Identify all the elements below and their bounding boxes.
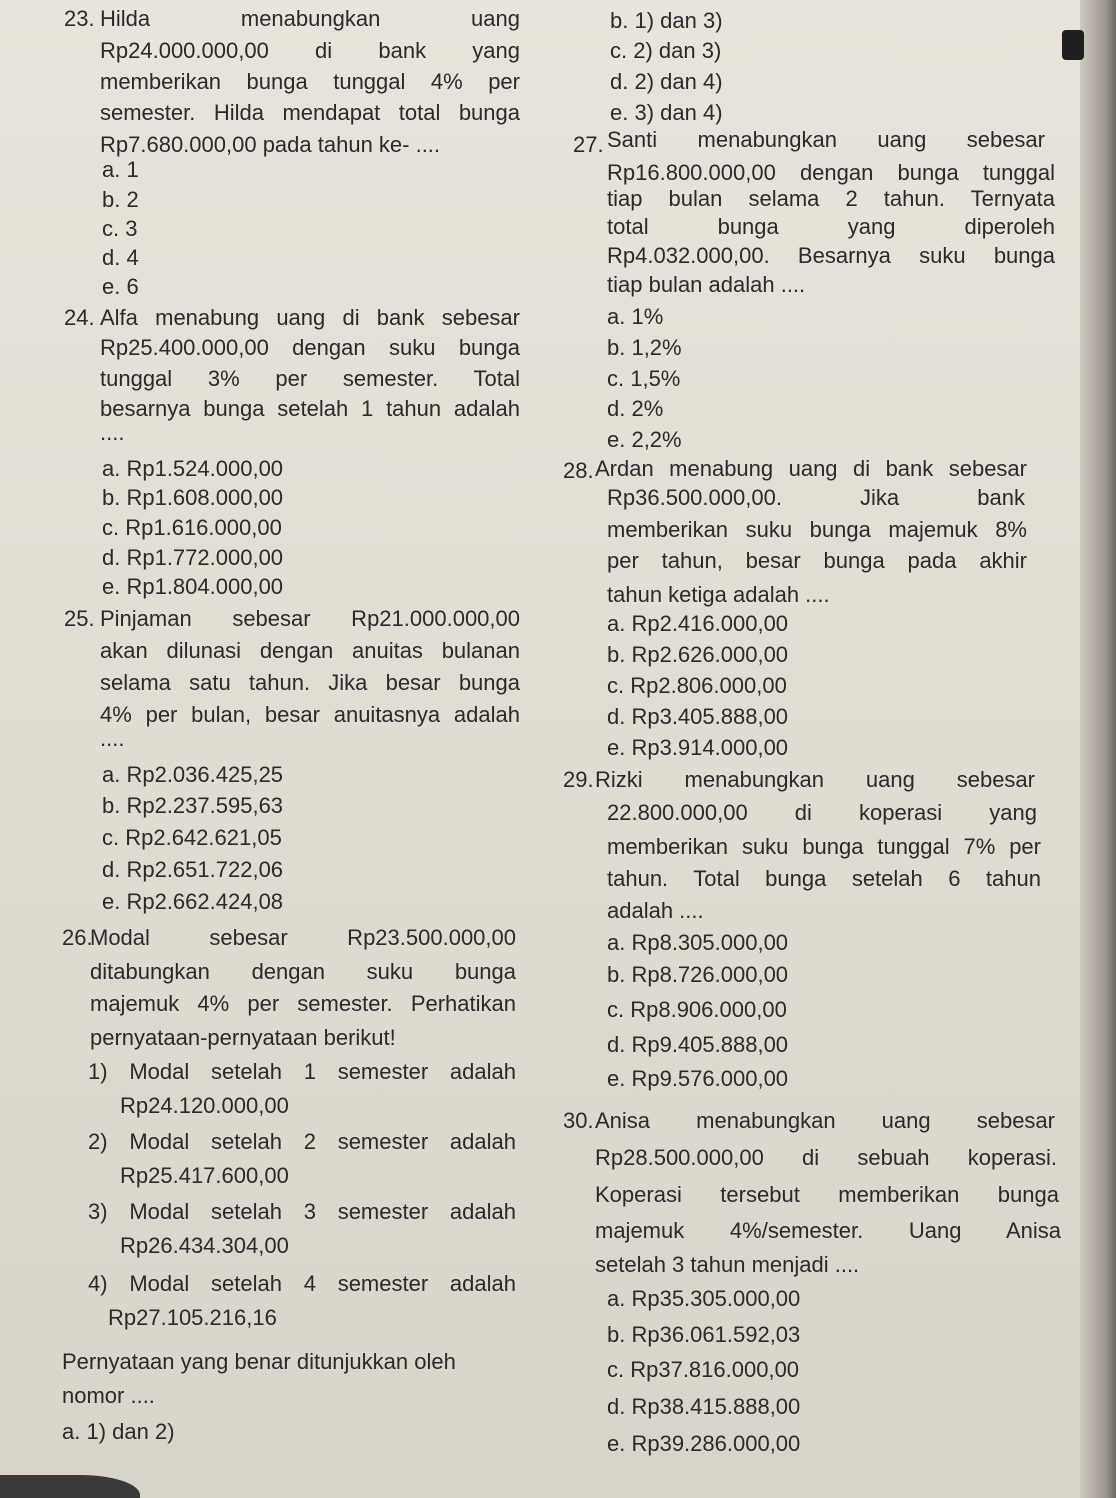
- question-text: pernyataan-pernyataan berikut!: [90, 1025, 396, 1050]
- question-text: akan dilunasi dengan anuitas bulanan: [100, 638, 520, 663]
- question-text: selama satu tahun. Jika besar bunga: [100, 670, 520, 695]
- question-text: Rp4.032.000,00. Besarnya suku bunga: [607, 243, 1055, 268]
- question-text: Alfa menabung uang di bank sebesar: [100, 305, 520, 330]
- question-text: Koperasi tersebut memberikan bunga: [595, 1182, 1059, 1207]
- question-text: Rp36.500.000,00. Jika bank: [607, 485, 1025, 510]
- answer-option: d. Rp3.405.888,00: [607, 704, 789, 729]
- question-text: adalah ....: [607, 898, 704, 923]
- statement-value: Rp26.434.304,00: [120, 1233, 289, 1258]
- answer-option: e. Rp39.286.000,00: [607, 1431, 801, 1456]
- question-number: 23.: [64, 6, 95, 31]
- question-number: 25.: [64, 606, 95, 631]
- question-text: ditabungkan dengan suku bunga: [90, 959, 516, 984]
- answer-option: e. 2,2%: [607, 427, 682, 452]
- question-text: 4% per bulan, besar anuitasnya adalah: [100, 702, 520, 727]
- question-text: nomor ....: [62, 1383, 155, 1408]
- question-text: memberikan suku bunga tunggal 7% per: [607, 834, 1041, 859]
- answer-option: d. Rp38.415.888,00: [607, 1394, 801, 1419]
- page-edge: [1080, 0, 1116, 1498]
- question-text: memberikan bunga tunggal 4% per: [100, 69, 520, 94]
- statement: 1) Modal setelah 1 semester adalah: [88, 1059, 516, 1084]
- question-text: Rp24.000.000,00 di bank yang: [100, 38, 520, 63]
- question-text: Anisa menabungkan uang sebesar: [595, 1108, 1055, 1133]
- answer-option: c. 3: [102, 216, 138, 241]
- answer-option: c. Rp2.642.621,05: [102, 825, 282, 850]
- answer-option: e. Rp9.576.000,00: [607, 1066, 789, 1091]
- statement: 2) Modal setelah 2 semester adalah: [88, 1129, 516, 1154]
- answer-option: e. 6: [102, 274, 139, 299]
- question-text: Rp7.680.000,00 pada tahun ke- ....: [100, 132, 441, 157]
- answer-option: d. 2%: [607, 396, 664, 421]
- answer-option: a. Rp35.305.000,00: [607, 1286, 801, 1311]
- binder-hole: [1062, 30, 1084, 60]
- question-number: 28.: [563, 458, 594, 483]
- answer-option: d. 4: [102, 245, 139, 270]
- answer-option: a. Rp2.036.425,25: [102, 762, 284, 787]
- question-text: Santi menabungkan uang sebesar: [607, 127, 1045, 152]
- question-text: tahun ketiga adalah ....: [607, 582, 830, 607]
- answer-option: b. 1) dan 3): [610, 8, 723, 33]
- answer-option: e. Rp2.662.424,08: [102, 889, 284, 914]
- question-text: tahun. Total bunga setelah 6 tahun: [607, 866, 1041, 891]
- question-text: tunggal 3% per semester. Total: [100, 366, 520, 391]
- answer-option: d. 2) dan 4): [610, 69, 723, 94]
- question-text: ....: [100, 420, 125, 445]
- question-text: majemuk 4% per semester. Perhatikan: [90, 991, 516, 1016]
- question-text: Pinjaman sebesar Rp21.000.000,00: [100, 606, 520, 631]
- answer-option: d. Rp1.772.000,00: [102, 545, 284, 570]
- answer-option: c. Rp2.806.000,00: [607, 673, 787, 698]
- answer-option: e. Rp1.804.000,00: [102, 574, 284, 599]
- question-text: ....: [100, 726, 125, 751]
- answer-option: b. Rp8.726.000,00: [607, 962, 789, 987]
- question-text: setelah 3 tahun menjadi ....: [595, 1252, 860, 1277]
- question-text: tiap bulan selama 2 tahun. Ternyata: [607, 186, 1055, 211]
- answer-option: b. 1,2%: [607, 335, 682, 360]
- statement-value: Rp25.417.600,00: [120, 1163, 289, 1188]
- answer-option: a. 1: [102, 157, 139, 182]
- answer-option: b. Rp1.608.000,00: [102, 485, 284, 510]
- statement: 3) Modal setelah 3 semester adalah: [88, 1199, 516, 1224]
- question-number: 29.: [563, 767, 594, 792]
- question-text: semester. Hilda mendapat total bunga: [100, 100, 520, 125]
- question-number: 24.: [64, 305, 95, 330]
- answer-option: c. Rp37.816.000,00: [607, 1357, 800, 1382]
- question-number: 27.: [573, 132, 604, 157]
- answer-option: c. 1,5%: [607, 366, 681, 391]
- answer-option: b. Rp36.061.592,03: [607, 1322, 801, 1347]
- answer-option: b. Rp2.237.595,63: [102, 793, 284, 818]
- answer-option: c. Rp1.616.000,00: [102, 515, 282, 540]
- statement-value: Rp24.120.000,00: [120, 1093, 289, 1118]
- question-text: besarnya bunga setelah 1 tahun adalah: [100, 396, 520, 421]
- statement: 4) Modal setelah 4 semester adalah: [88, 1271, 516, 1296]
- question-number: 30.: [563, 1108, 594, 1133]
- answer-option: d. Rp9.405.888,00: [607, 1032, 789, 1057]
- question-text: Modal sebesar Rp23.500.000,00: [90, 925, 516, 950]
- question-number: 26.: [62, 925, 93, 950]
- answer-option: e. 3) dan 4): [610, 100, 723, 125]
- question-text: tiap bulan adalah ....: [607, 272, 806, 297]
- answer-option: c. 2) dan 3): [610, 38, 722, 63]
- answer-option: b. 2: [102, 187, 139, 212]
- statement-value: Rp27.105.216,16: [108, 1305, 277, 1330]
- answer-option: a. 1%: [607, 304, 664, 329]
- question-text: Rp16.800.000,00 dengan bunga tunggal: [607, 160, 1055, 185]
- question-text: Hilda menabungkan uang: [100, 6, 520, 31]
- question-text: Pernyataan yang benar ditunjukkan oleh: [62, 1349, 456, 1374]
- answer-option: a. Rp8.305.000,00: [607, 930, 789, 955]
- question-text: per tahun, besar bunga pada akhir: [607, 548, 1027, 573]
- answer-option: c. Rp8.906.000,00: [607, 997, 787, 1022]
- question-text: majemuk 4%/semester. Uang Anisa: [595, 1218, 1061, 1243]
- question-text: Rp25.400.000,00 dengan suku bunga: [100, 335, 520, 360]
- question-text: memberikan suku bunga majemuk 8%: [607, 517, 1027, 542]
- answer-option: b. Rp2.626.000,00: [607, 642, 789, 667]
- answer-option: a. 1) dan 2): [62, 1419, 175, 1444]
- answer-option: d. Rp2.651.722,06: [102, 857, 284, 882]
- question-text: Ardan menabung uang di bank sebesar: [595, 456, 1027, 481]
- answer-option: a. Rp2.416.000,00: [607, 611, 789, 636]
- question-text: total bunga yang diperoleh: [607, 214, 1055, 239]
- answer-option: a. Rp1.524.000,00: [102, 456, 284, 481]
- answer-option: e. Rp3.914.000,00: [607, 735, 789, 760]
- question-text: 22.800.000,00 di koperasi yang: [607, 800, 1037, 825]
- question-text: Rp28.500.000,00 di sebuah koperasi.: [595, 1145, 1057, 1170]
- question-text: Rizki menabungkan uang sebesar: [595, 767, 1035, 792]
